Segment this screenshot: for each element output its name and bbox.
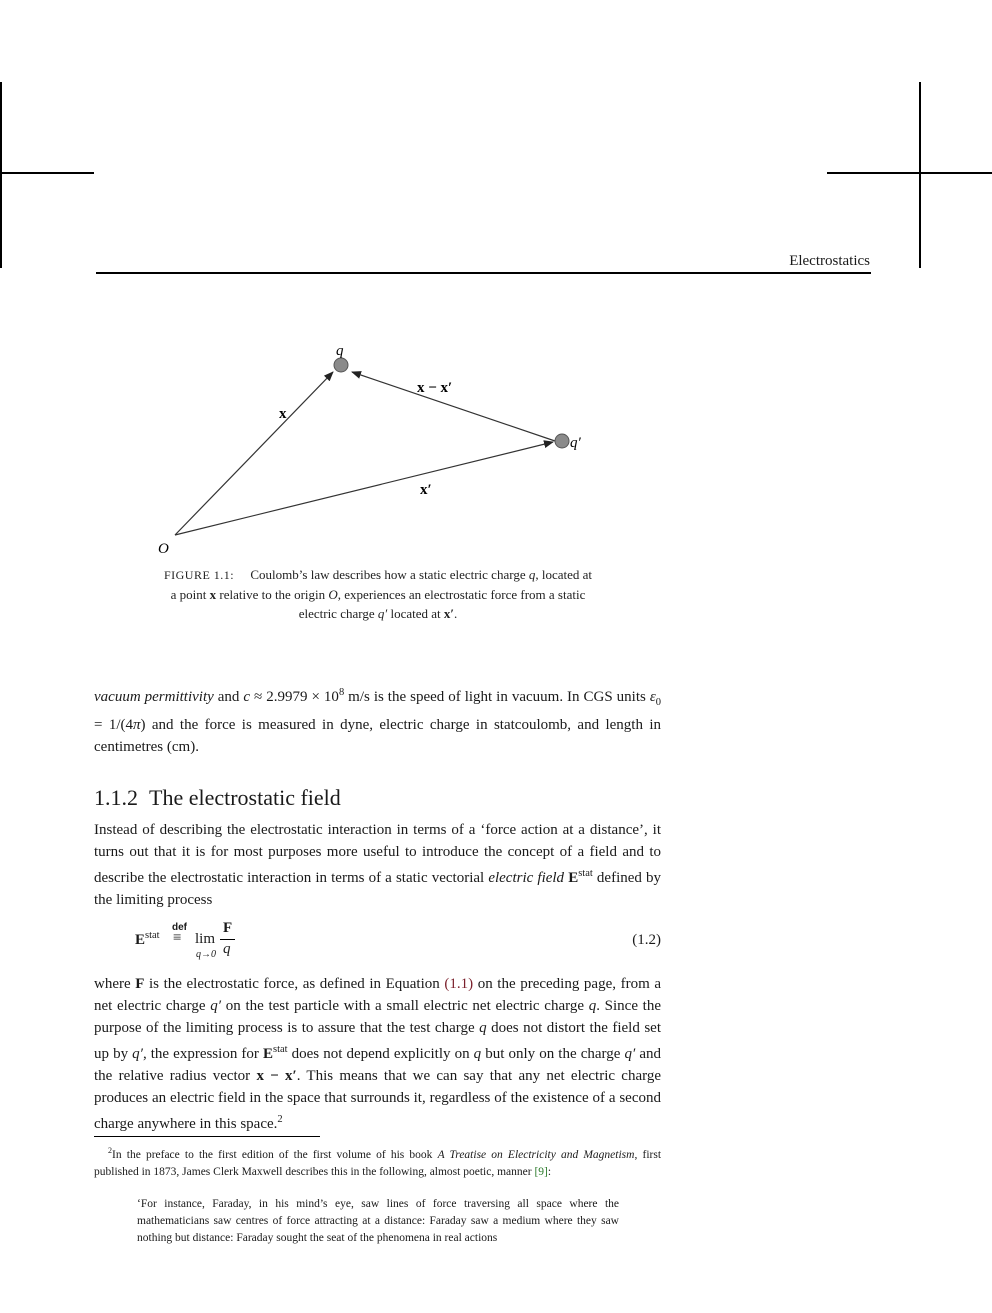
limit-subscript: q→0 xyxy=(196,949,216,960)
crop-mark-right-vertical xyxy=(919,82,921,268)
label-qprime: q′ xyxy=(570,435,581,451)
caption-label: FIGURE 1.1: xyxy=(163,568,235,582)
charge-q-dot xyxy=(334,358,348,372)
equation-number: (1.2) xyxy=(632,932,661,948)
section-title: The electrostatic field xyxy=(149,785,341,810)
section-heading xyxy=(94,785,341,811)
footnote-marker[interactable]: 2 xyxy=(277,1114,283,1125)
label-xprime: x′ xyxy=(420,482,432,498)
vector-x xyxy=(175,372,333,535)
label-x: x xyxy=(279,406,287,422)
header-rule xyxy=(96,272,871,274)
crop-mark-left-vertical xyxy=(0,82,2,268)
caption-line-2: a point x relative to the origin O, experiences an electrostatic force from a static xyxy=(170,587,586,602)
fraction-bar xyxy=(220,939,235,940)
footnote-text: $^2$In the preface to the first edition of the first volume of his book A Treatise on Electricity and Magnetism, first published in 1873, James Clerk Maxwell describes this in the following, almost poetic, manner [9]: xyxy=(94,1146,662,1178)
footnote-rule xyxy=(94,1136,320,1137)
charge-qprime-dot xyxy=(555,434,569,448)
crop-mark-left-horizontal xyxy=(0,172,94,174)
fraction-denominator: q xyxy=(223,941,231,957)
equation-ref-link[interactable]: (1.1) xyxy=(444,976,474,992)
label-q: q xyxy=(336,343,344,359)
crop-mark-right-horizontal xyxy=(827,172,992,174)
label-origin: O xyxy=(158,541,169,557)
def-equiv: ≡ xyxy=(173,930,182,946)
limit-operator: lim xyxy=(195,931,216,947)
equation-1-2: $E^{stat}$ def ≡ lim q→0 F q (1.2) xyxy=(135,920,661,960)
citation-link[interactable]: [9] xyxy=(534,1165,548,1178)
def-label: def xyxy=(172,922,187,933)
vector-x-minus-xprime xyxy=(352,372,555,441)
running-header-title: Electrostatics xyxy=(789,253,870,269)
footnote-quote: ‘For instance, Faraday, in his mind’s eye, saw lines of force traversing all space where the mathematicians saw centres of force attracting at a distance: Faraday saw a medium where they saw nothing but distance: Faraday sought the seat of the phenomena in real actions xyxy=(137,1198,619,1244)
caption-line-3: electric charge q′ located at x′. xyxy=(298,606,458,621)
paragraph-field-explanation: where F is the electrostatic force, as defined in Equation (1.1) on the preceding page, from a net electric charge q′ on the test particle with a small electric net electric charge q. Since the purpose of the limiting process is to assure that the test charge q does not distort the field set up by q′, the expression for $E^{stat}$ does not depend explicitly on q but only on the charge q′ and the relative radius vector x − x′. This means that we can say that any net electric charge produces an electric field in the space that surrounds it, regardless of the existence of a second charge anywhere in this space.$^2$ xyxy=(94,976,662,1132)
figure-caption xyxy=(120,565,636,623)
section-number: 1.1.2 xyxy=(94,785,138,810)
fraction-numerator: F xyxy=(223,920,233,936)
caption-line-1: FIGURE 1.1: Coulomb’s law describes how a static electric charge q, located at xyxy=(163,567,593,582)
paragraph-field-intro: Instead of describing the electrostatic interaction in terms of a ‘force action at a distance’, it turns out that it is for most purposes more useful to introduce the concept of a field and to describe the electrostatic interaction in terms of a static vectorial electric field $E^{stat}$ defined by the limiting process xyxy=(94,822,662,908)
coulomb-figure xyxy=(140,335,610,565)
paragraph-vacuum-permittivity: vacuum permittivity and $c \approx 2.9979 \times 10^8$ m/s is the speed of light in vacuum. In CGS units $\varepsilon_0 = 1/(4\pi)$ and the force is measured in dyne, electric charge in statcoulomb, and length in centimetres (cm). xyxy=(94,687,661,755)
label-x-minus-xprime: x − x′ xyxy=(417,380,453,396)
vector-xprime xyxy=(175,442,553,535)
